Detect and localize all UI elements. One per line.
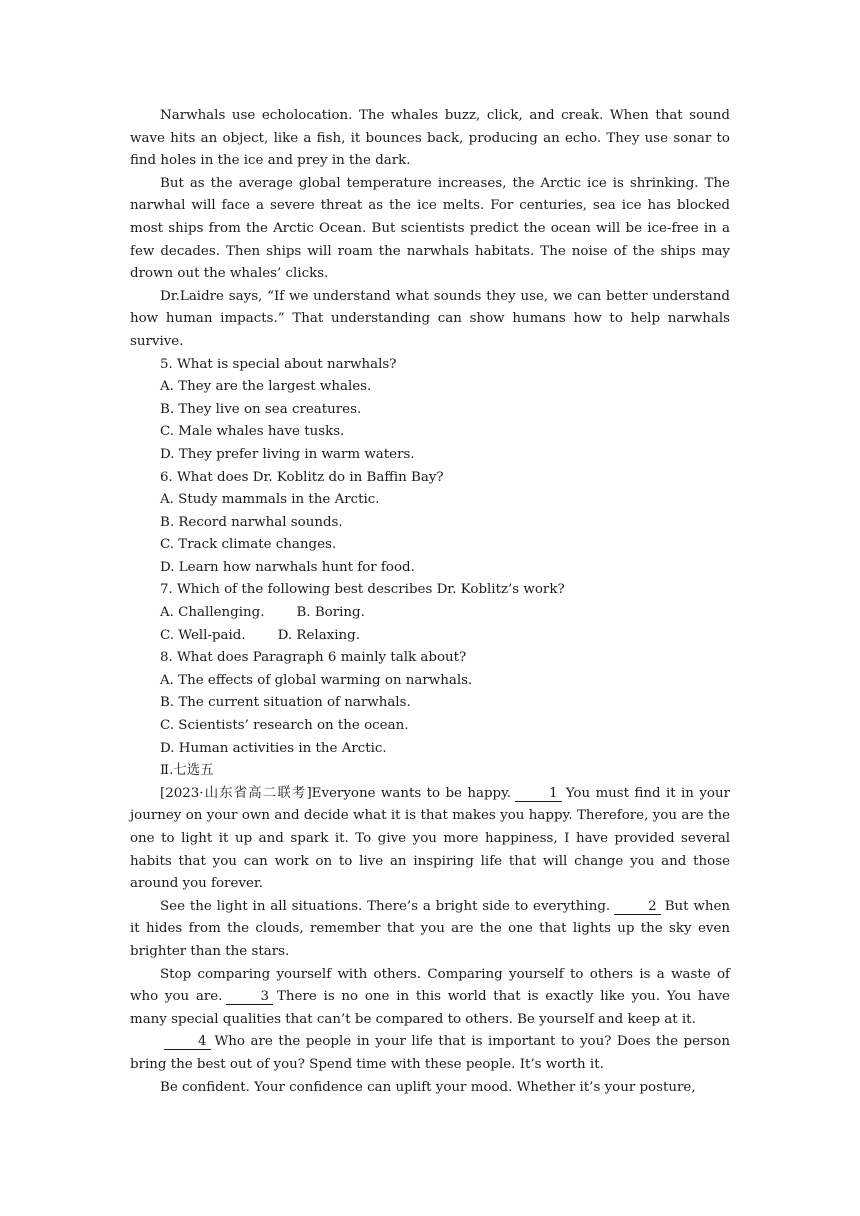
option-6c: C. Track climate changes. xyxy=(160,537,337,553)
option-7c: C. Well-paid. xyxy=(160,627,246,643)
question-7: 7. Which of the following best describes Dr. Koblitz’s work? xyxy=(160,582,565,598)
options-7-row-2 xyxy=(130,625,730,648)
option-8d: D. Human activities in the Arctic. xyxy=(160,740,387,756)
option-5b: B. They live on sea creatures. xyxy=(160,401,362,417)
option-6b: B. Record narwhal sounds. xyxy=(160,514,343,530)
option-5c: C. Male whales have tusks. xyxy=(160,424,345,440)
section-heading: Ⅱ.七选五 xyxy=(160,763,214,779)
paragraph-echolocation: Narwhals use echolocation. The whales buzz, click, and creak. When that sound wave hits an object, like a fish, it bounces back, producing an echo. They use sonar to find holes in the ice and prey in the dark. xyxy=(130,108,730,169)
option-8b: B. The current situation of narwhals. xyxy=(160,695,411,711)
paragraph-be-confident: Be confident. Your confidence can uplift your mood. Whether it’s your posture, xyxy=(160,1079,696,1095)
option-7d: D. Relaxing. xyxy=(277,627,360,643)
options-7-row-1 xyxy=(130,602,730,625)
blank-2[interactable]: 2 xyxy=(614,900,661,915)
option-8c: C. Scientists’ research on the ocean. xyxy=(160,718,409,734)
option-6d: D. Learn how narwhals hunt for food. xyxy=(160,559,415,575)
paragraph-intro: [2023·山东省高二联考]Everyone wants to be happy. 1 You must find it in your journey on your own and decide what it is that makes you happy. Therefore, you are the one to light it up and spark it. To give you more happiness, I have provided several habits that you can work on to live an inspiring life that will change you and those around you forever. xyxy=(130,785,730,892)
paragraph-arctic-ice: But as the average global temperature increases, the Arctic ice is shrinking. The narwhal will face a severe threat as the ice melts. For centuries, sea ice has blocked most ships from the Arctic Ocean. But scientists predict the ocean will be ice-free in a few decades. Then ships will roam the narwhals habitats. The noise of the ships may drown out the whales’ clicks. xyxy=(130,175,730,282)
paragraph-dr-laidre: Dr.Laidre says, “If we understand what sounds they use, we can better understand how human impacts.” That understanding can show humans how to help narwhals survive. xyxy=(130,288,730,349)
option-7a: A. Challenging. xyxy=(160,605,265,621)
paragraph-see-the-light: See the light in all situations. There’s a bright side to everything. 2 But when it hides from the clouds, remember that you are the one that lights up the sky even brighter than the stars. xyxy=(130,898,730,959)
blank-4[interactable]: 4 xyxy=(164,1035,211,1050)
blank-3[interactable]: 3 xyxy=(226,990,273,1005)
question-6: 6. What does Dr. Koblitz do in Baffin Bay? xyxy=(160,469,444,485)
question-5: 5. What is special about narwhals? xyxy=(160,356,397,372)
option-6a: A. Study mammals in the Arctic. xyxy=(160,492,380,508)
option-7b: B. Boring. xyxy=(296,605,365,621)
option-5d: D. They prefer living in warm waters. xyxy=(160,446,415,462)
paragraph-stop-comparing: Stop comparing yourself with others. Comparing yourself to others is a waste of who you are. 3 There is no one in this world that is exactly like you. You have many special qualities that can’t be compared to others. Be yourself and keep at it. xyxy=(130,966,730,1027)
paragraph-people: 4 Who are the people in your life that is important to you? Does the person bring the best out of you? Spend time with these people. It’s worth it. xyxy=(130,1034,730,1072)
question-8: 8. What does Paragraph 6 mainly talk about? xyxy=(160,650,467,666)
option-8a: A. The effects of global warming on narwhals. xyxy=(160,672,473,688)
source-tag: [2023·山东省高二联考] xyxy=(160,785,312,801)
blank-1[interactable]: 1 xyxy=(515,787,562,802)
document-page xyxy=(130,105,730,1099)
option-5a: A. They are the largest whales. xyxy=(160,379,372,395)
